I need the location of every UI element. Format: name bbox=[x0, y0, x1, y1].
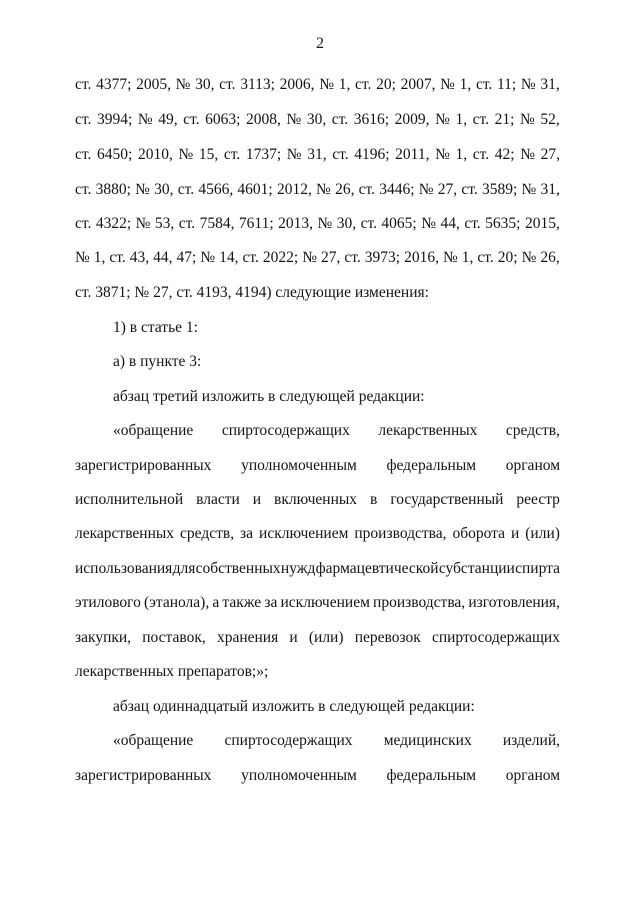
word: № bbox=[520, 146, 535, 163]
word: 47; bbox=[176, 249, 197, 266]
word: № bbox=[418, 181, 434, 198]
word: ст. bbox=[75, 146, 92, 163]
word: собственных bbox=[195, 560, 281, 577]
text-line: лекарственных препаратов;»; bbox=[75, 663, 269, 680]
word: № bbox=[520, 76, 536, 93]
word: производства, bbox=[373, 594, 466, 611]
word: 4377; bbox=[96, 76, 132, 93]
word: ст. bbox=[75, 111, 92, 128]
word: № bbox=[521, 181, 537, 198]
word: 26, bbox=[540, 249, 560, 266]
word: 1, bbox=[459, 76, 472, 93]
text-line bbox=[75, 180, 560, 200]
word: № bbox=[175, 76, 191, 93]
word: 53, bbox=[154, 215, 175, 232]
word: спиртосодержащих bbox=[221, 422, 350, 439]
word: ст. bbox=[475, 76, 493, 93]
word: 30, bbox=[336, 215, 357, 232]
word: 5635; bbox=[485, 215, 521, 232]
word: 20; bbox=[376, 76, 396, 93]
text-line bbox=[113, 421, 560, 441]
word: 4601; bbox=[237, 181, 273, 198]
word: 31, bbox=[540, 76, 560, 93]
word: ст. bbox=[75, 181, 92, 198]
word: ст. bbox=[472, 111, 490, 128]
word: для bbox=[172, 560, 196, 577]
word: изделий, bbox=[502, 732, 560, 749]
text-line: абзац одиннадцатый изложить в следующей редакции: bbox=[113, 698, 475, 715]
word: ст. bbox=[223, 146, 241, 163]
word: 2022; bbox=[262, 249, 299, 266]
word: 1, bbox=[455, 111, 468, 128]
word: (этанола), bbox=[144, 594, 210, 611]
word: «обращение bbox=[113, 732, 194, 749]
text-line: ст. 3871; № 27, ст. 4193, 4194) следующие изменения: bbox=[75, 284, 429, 301]
word: 31, bbox=[307, 146, 327, 163]
word: 43, bbox=[129, 249, 150, 266]
word: 44, bbox=[153, 249, 173, 266]
word: власти bbox=[196, 491, 240, 508]
word: 4566, bbox=[198, 181, 234, 198]
word: № bbox=[286, 111, 302, 128]
word: уполномоченным bbox=[241, 767, 357, 784]
word: исключением bbox=[280, 594, 370, 611]
word: нужд bbox=[280, 560, 316, 577]
text-line bbox=[75, 559, 560, 579]
word: спиртосодержащих bbox=[224, 732, 353, 749]
word: ст. bbox=[332, 146, 349, 163]
word: за bbox=[264, 594, 278, 611]
word: 1, bbox=[455, 146, 468, 163]
word: 2015, bbox=[524, 215, 560, 232]
word: изготовления, bbox=[468, 594, 560, 611]
word: 2005, bbox=[136, 76, 171, 93]
word: ст. bbox=[109, 249, 126, 266]
word: 2010, bbox=[137, 146, 173, 163]
page-number: 2 bbox=[316, 35, 324, 52]
word: 2008, bbox=[246, 111, 281, 128]
word: 7611; bbox=[238, 215, 274, 232]
word: исполнительной bbox=[75, 491, 184, 508]
word: ст. bbox=[75, 76, 92, 93]
text-line bbox=[75, 593, 560, 613]
text-line: а) в пункте 3: bbox=[113, 353, 202, 370]
word: и bbox=[289, 629, 298, 646]
word: 27, bbox=[321, 249, 341, 266]
word: 2012, bbox=[276, 181, 312, 198]
word: 44, bbox=[440, 215, 460, 232]
word: 21; bbox=[494, 111, 515, 128]
word: 11; bbox=[497, 76, 517, 93]
word: «обращение bbox=[113, 422, 194, 439]
word: № bbox=[435, 146, 450, 163]
word: 3589; bbox=[481, 181, 518, 198]
word: 14, bbox=[219, 249, 239, 266]
word: 2007, bbox=[400, 76, 436, 93]
word: лекарственных bbox=[378, 422, 478, 439]
word: ст. bbox=[331, 111, 349, 128]
word: 3973; bbox=[364, 249, 401, 266]
word: органом bbox=[505, 767, 560, 784]
word: № bbox=[521, 249, 537, 266]
word: 1, bbox=[93, 249, 106, 266]
word: лекарственных bbox=[75, 525, 175, 542]
word: 2016, bbox=[404, 249, 439, 266]
word: в bbox=[370, 491, 378, 508]
word: № bbox=[286, 146, 302, 163]
text-line bbox=[75, 75, 560, 95]
word: 15, bbox=[198, 146, 219, 163]
word: 2011, bbox=[395, 146, 430, 163]
word: 26, bbox=[335, 181, 355, 198]
word: 27, bbox=[437, 181, 458, 198]
word: 52, bbox=[540, 111, 560, 128]
word: ст. bbox=[358, 181, 376, 198]
text-line bbox=[113, 731, 560, 751]
word: (или) bbox=[308, 629, 344, 646]
word: поставок, bbox=[142, 629, 206, 646]
word: зарегистрированных bbox=[75, 457, 212, 474]
word: 1, bbox=[338, 76, 351, 93]
word: № bbox=[520, 111, 535, 128]
word: 2009, bbox=[394, 111, 430, 128]
word: № bbox=[135, 181, 150, 198]
word: и bbox=[252, 491, 262, 508]
text-line bbox=[75, 524, 560, 544]
word: № bbox=[137, 111, 153, 128]
word: включенных bbox=[274, 491, 358, 508]
word: № bbox=[317, 215, 333, 232]
word: № bbox=[200, 249, 216, 266]
word: ст. bbox=[75, 215, 92, 232]
word: 42; bbox=[494, 146, 515, 163]
word: ст. bbox=[344, 249, 361, 266]
word: № bbox=[135, 215, 151, 232]
word: 3446; bbox=[379, 181, 415, 198]
word: спиртосодержащих bbox=[431, 629, 560, 646]
word: 6063; bbox=[205, 111, 241, 128]
word: исключением bbox=[259, 525, 349, 542]
word: зарегистрированных bbox=[75, 767, 212, 784]
word: федеральным bbox=[386, 767, 477, 784]
word: фармацевтической bbox=[315, 560, 439, 577]
word: перевозок bbox=[354, 629, 421, 646]
word: № bbox=[316, 181, 331, 198]
word: федеральным bbox=[386, 457, 477, 474]
word: медицинских bbox=[383, 732, 472, 749]
word: 49, bbox=[158, 111, 178, 128]
word: реестр bbox=[516, 491, 560, 508]
text-line: 1) в статье 1: bbox=[113, 319, 198, 336]
word: также bbox=[222, 594, 262, 611]
text-line bbox=[75, 766, 560, 786]
word: 31, bbox=[540, 181, 560, 198]
word: 3994; bbox=[96, 111, 133, 128]
word: 1, bbox=[461, 249, 474, 266]
word: органом bbox=[505, 457, 560, 474]
word: оборота bbox=[452, 525, 506, 542]
word: 6450; bbox=[97, 146, 133, 163]
word: 20; bbox=[497, 249, 518, 266]
text-line bbox=[75, 214, 560, 234]
word: уполномоченным bbox=[241, 457, 357, 474]
word: этилового bbox=[75, 594, 141, 611]
word: 2006, bbox=[279, 76, 315, 93]
word: ст. bbox=[477, 249, 494, 266]
word: средств, bbox=[180, 525, 235, 542]
word: производства, bbox=[354, 525, 447, 542]
word: спирта bbox=[515, 560, 560, 577]
word: ст. bbox=[219, 76, 236, 93]
word: (или) bbox=[525, 525, 560, 542]
word: средств, bbox=[505, 422, 560, 439]
word: государственный bbox=[390, 491, 504, 508]
text-line bbox=[75, 456, 560, 476]
word: № bbox=[75, 249, 90, 266]
word: ст. bbox=[461, 181, 478, 198]
word: № bbox=[178, 146, 194, 163]
word: 4065; bbox=[381, 215, 417, 232]
word: 4196; bbox=[354, 146, 390, 163]
word: а bbox=[212, 594, 220, 611]
word: ст. bbox=[472, 146, 490, 163]
word: и bbox=[511, 525, 520, 542]
word: № bbox=[442, 249, 458, 266]
word: ст. bbox=[355, 76, 372, 93]
word: ст. bbox=[464, 215, 481, 232]
word: ст. bbox=[178, 215, 196, 232]
text-line bbox=[75, 628, 560, 648]
word: закупки, bbox=[75, 629, 132, 646]
word: 4322; bbox=[95, 215, 132, 232]
word: ст. bbox=[183, 111, 200, 128]
word: 7584, bbox=[199, 215, 235, 232]
word: ст. bbox=[242, 249, 259, 266]
word: ст. bbox=[360, 215, 377, 232]
word: 27, bbox=[540, 146, 560, 163]
word: использования bbox=[75, 560, 173, 577]
word: 30, bbox=[195, 76, 215, 93]
word: 3113; bbox=[240, 76, 275, 93]
word: 30, bbox=[306, 111, 327, 128]
text-line bbox=[75, 490, 560, 510]
word: 2013, bbox=[278, 215, 313, 232]
word: за bbox=[240, 525, 254, 542]
word: 3616; bbox=[353, 111, 390, 128]
word: № bbox=[421, 215, 436, 232]
word: ст. bbox=[177, 181, 195, 198]
word: хранения bbox=[216, 629, 279, 646]
word: № bbox=[302, 249, 318, 266]
word: 30, bbox=[154, 181, 174, 198]
word: № bbox=[319, 76, 335, 93]
text-line: абзац третий изложить в следующей редакции: bbox=[113, 388, 425, 405]
word: 3880; bbox=[95, 181, 131, 198]
text-line bbox=[75, 145, 560, 165]
text-line bbox=[75, 248, 560, 268]
word: субстанции bbox=[438, 560, 515, 577]
word: 1737; bbox=[245, 146, 282, 163]
text-line bbox=[75, 110, 560, 130]
word: № bbox=[440, 76, 455, 93]
word: № bbox=[435, 111, 450, 128]
